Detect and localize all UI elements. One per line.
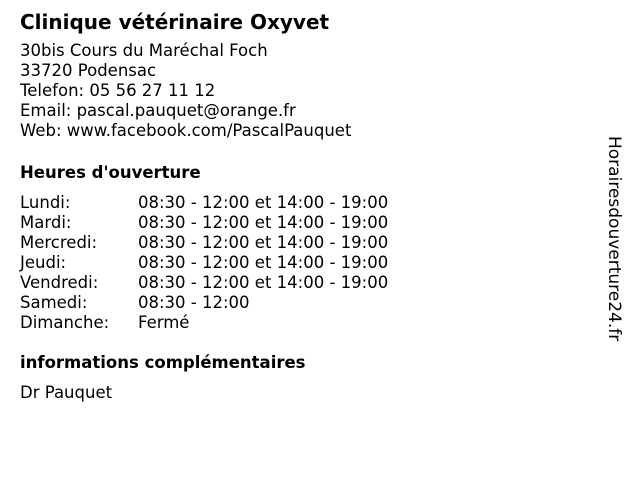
opening-hours-table bbox=[20, 193, 388, 333]
additional-info-text: Dr Pauquet bbox=[20, 383, 113, 402]
hours-row-wednesday bbox=[20, 233, 388, 253]
hours-day: Samedi: bbox=[20, 293, 88, 312]
hours-row-tuesday bbox=[20, 213, 388, 233]
hours-time: 08:30 - 12:00 bbox=[138, 293, 250, 312]
hours-day: Mercredi: bbox=[20, 233, 98, 252]
address-street: 30bis Cours du Maréchal Foch bbox=[20, 41, 268, 60]
site-watermark: Horairesdouverture24.fr bbox=[604, 136, 624, 342]
hours-day: Vendredi: bbox=[20, 273, 99, 292]
email-address: Email: pascal.pauquet@orange.fr bbox=[20, 101, 296, 120]
hours-row-saturday bbox=[20, 293, 388, 313]
hours-time: 08:30 - 12:00 et 14:00 - 19:00 bbox=[138, 273, 389, 292]
phone-number: Telefon: 05 56 27 11 12 bbox=[20, 81, 216, 100]
opening-hours-heading: Heures d'ouverture bbox=[20, 163, 201, 182]
hours-row-sunday bbox=[20, 313, 388, 333]
hours-time: Fermé bbox=[138, 313, 190, 332]
business-card bbox=[20, 10, 600, 403]
additional-info-heading: informations complémentaires bbox=[20, 353, 306, 372]
hours-day: Dimanche: bbox=[20, 313, 110, 332]
hours-time: 08:30 - 12:00 et 14:00 - 19:00 bbox=[138, 213, 389, 232]
business-name: Clinique vétérinaire Oxyvet bbox=[20, 10, 330, 34]
hours-day: Mardi: bbox=[20, 213, 72, 232]
hours-time: 08:30 - 12:00 et 14:00 - 19:00 bbox=[138, 233, 389, 252]
address-city: 33720 Podensac bbox=[20, 61, 157, 80]
hours-row-monday bbox=[20, 193, 388, 213]
hours-row-thursday bbox=[20, 253, 388, 273]
hours-time: 08:30 - 12:00 et 14:00 - 19:00 bbox=[138, 193, 389, 212]
hours-day: Lundi: bbox=[20, 193, 71, 212]
hours-day: Jeudi: bbox=[20, 253, 67, 272]
contact-block bbox=[20, 41, 600, 141]
hours-time: 08:30 - 12:00 et 14:00 - 19:00 bbox=[138, 253, 389, 272]
website-link: Web: www.facebook.com/PascalPauquet bbox=[20, 121, 352, 140]
hours-row-friday bbox=[20, 273, 388, 293]
